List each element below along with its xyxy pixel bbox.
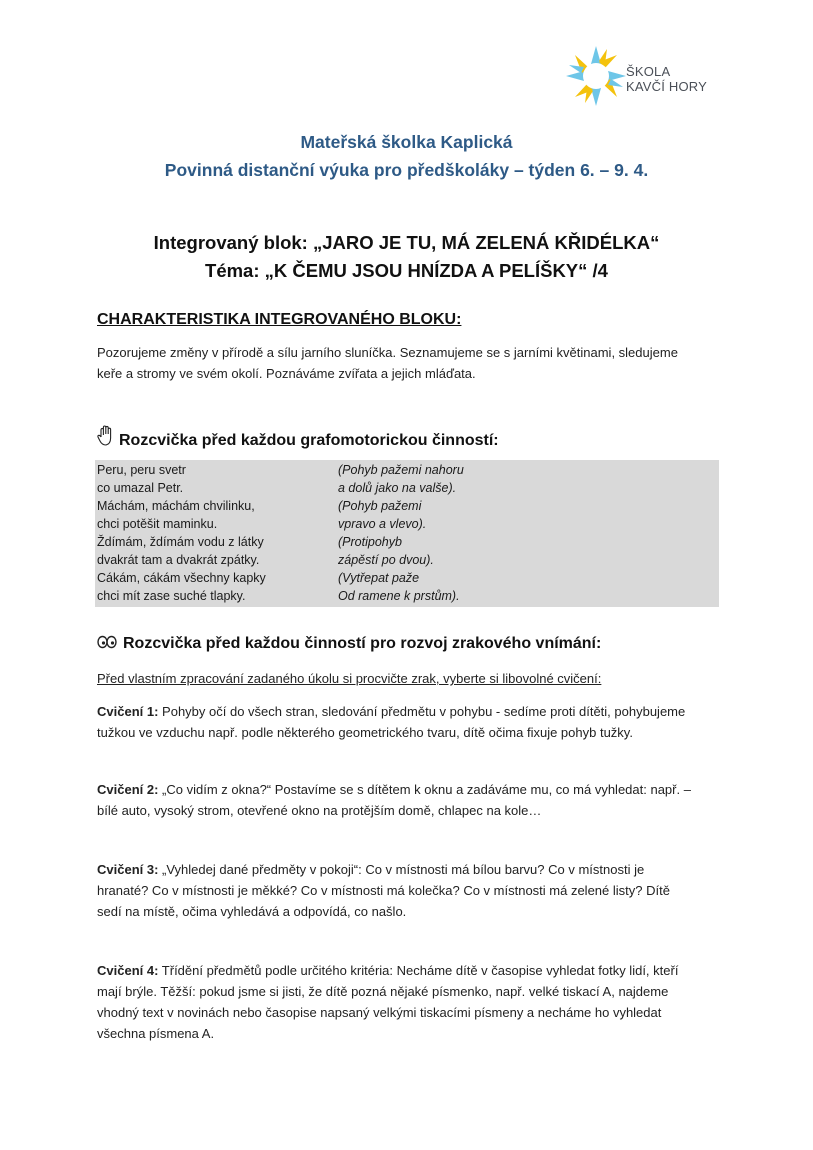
- vision-heading: [97, 635, 601, 654]
- table-row: [95, 587, 719, 605]
- exercise-2: [97, 779, 722, 821]
- course-subtitle: Povinná distanční výuka pro předškoláky – týden 6. – 9. 4.: [164, 160, 649, 180]
- rhyme-action: a dolů jako na valše).: [338, 481, 457, 495]
- exercise-3: [97, 859, 722, 922]
- table-row: [95, 461, 719, 479]
- rhyme-text: chci potěšit maminku.: [97, 517, 218, 531]
- characteristics-text: [97, 342, 722, 384]
- exercise-text: tužkou ve vzduchu např. podle některého geometrického tvaru, dítě očima fixuje pohyb tužky.: [97, 725, 633, 740]
- rhyme-table: [95, 460, 719, 607]
- exercise-text: bílé auto, vysoký strom, otevřené okno na protějším domě, chlapec na kole…: [97, 803, 542, 818]
- logo-line-2: KAVČÍ HORY: [626, 79, 707, 94]
- table-row: [95, 551, 719, 569]
- exercise-text: „Co vidím z okna?“ Postavíme se s dítětem k oknu a zadáváme mu, co má vyhledat: např. –: [158, 782, 691, 797]
- exercise-text: Pohyby očí do všech stran, sledování předmětu v pohybu - sedíme proti dítěti, pohybujeme: [158, 704, 686, 719]
- exercise-label: Cvičení 3:: [97, 862, 159, 877]
- exercise-label: Cvičení 2:: [97, 782, 159, 797]
- characteristics-line: Pozorujeme změny v přírodě a sílu jarního sluníčka. Seznamujeme se s jarními květinami, sledujeme: [97, 345, 678, 360]
- hand-icon: [97, 425, 117, 452]
- table-row: [95, 497, 719, 515]
- rhyme-text: chci mít zase suché tlapky.: [97, 589, 246, 603]
- rhyme-text: Peru, peru svetr: [97, 463, 186, 477]
- exercise-label: Cvičení 4:: [97, 963, 159, 978]
- exercise-text: „Vyhledej dané předměty v pokoji“: Co v místnosti má bílou barvu? Co v místnosti je: [158, 862, 645, 877]
- rhyme-action: vpravo a vlevo).: [338, 517, 427, 531]
- warmup-heading-text: Rozcvička před každou grafomotorickou činností:: [119, 432, 499, 449]
- rhyme-text: co umazal Petr.: [97, 481, 184, 495]
- characteristics-line: keře a stromy ve svém okolí. Poznáváme zvířata a jejich mláďata.: [97, 366, 476, 381]
- table-row: [95, 515, 719, 533]
- vision-heading-text: Rozcvička před každou činností pro rozvoj zrakového vnímání:: [123, 635, 602, 652]
- exercise-text: všechna písmena A.: [97, 1026, 215, 1041]
- integrated-block-title: Integrovaný blok: „JARO JE TU, MÁ ZELENÁ KŘIDÉLKA“: [153, 232, 660, 253]
- school-name: Mateřská školka Kaplická: [300, 132, 513, 152]
- star-logo-icon: [566, 44, 630, 108]
- school-logo: [566, 44, 726, 108]
- table-row: [95, 533, 719, 551]
- exercise-label-sep: :: [154, 704, 159, 719]
- exercise-text: vhodný text v novinách nebo časopise napsaný velkými tiskacími písmeny a necháme ho vyhledat: [97, 1005, 662, 1020]
- rhyme-action: (Protipohyb: [338, 535, 402, 549]
- rhyme-action: Od ramene k prstům).: [338, 589, 460, 603]
- exercise-text: hranaté? Co v místnosti je měkké? Co v místnosti má kolečka? Co v místnosti má zelené listy? Dítě: [97, 883, 670, 898]
- rhyme-text: Ždímám, ždímám vodu z látky: [97, 535, 264, 549]
- exercise-text: mají brýle. Těžší: pokud jsme si jisti, že dítě pozná nějaké písmenko, např. velké tiskací A, najdeme: [97, 984, 669, 999]
- rhyme-text: dvakrát tam a dvakrát zpátky.: [97, 553, 260, 567]
- rhyme-action: zápěstí po dvou).: [338, 553, 434, 567]
- exercise-label: Cvičení 1: [97, 704, 155, 719]
- characteristics-heading: CHARAKTERISTIKA INTEGROVANÉHO BLOKU:: [97, 311, 462, 328]
- exercise-4: [97, 960, 722, 1044]
- warmup-heading: [97, 425, 499, 452]
- table-row: [95, 569, 719, 587]
- vision-intro: Před vlastním zpracování zadaného úkolu si procvičte zrak, vyberte si libovolné cvičení:: [97, 671, 602, 686]
- rhyme-action: (Vytřepat paže: [338, 571, 420, 585]
- rhyme-text: Cákám, cákám všechny kapky: [97, 571, 266, 585]
- eyes-icon: [97, 635, 117, 654]
- table-row: [95, 479, 719, 497]
- rhyme-action: (Pohyb pažemi nahoru: [338, 463, 464, 477]
- logo-line-1: ŠKOLA: [626, 64, 671, 79]
- exercise-1: [97, 701, 722, 743]
- exercise-text: sedí na místě, očima vyhledává a odpovídá, co našlo.: [97, 904, 407, 919]
- exercise-text: Třídění předmětů podle určitého kritéria: Necháme dítě v časopise vyhledat fotky lidí, kteří: [158, 963, 679, 978]
- rhyme-text: Máchám, máchám chvilinku,: [97, 499, 255, 513]
- theme-title: Téma: „K ČEMU JSOU HNÍZDA A PELÍŠKY“ /4: [205, 260, 608, 281]
- rhyme-action: (Pohyb pažemi: [338, 499, 422, 513]
